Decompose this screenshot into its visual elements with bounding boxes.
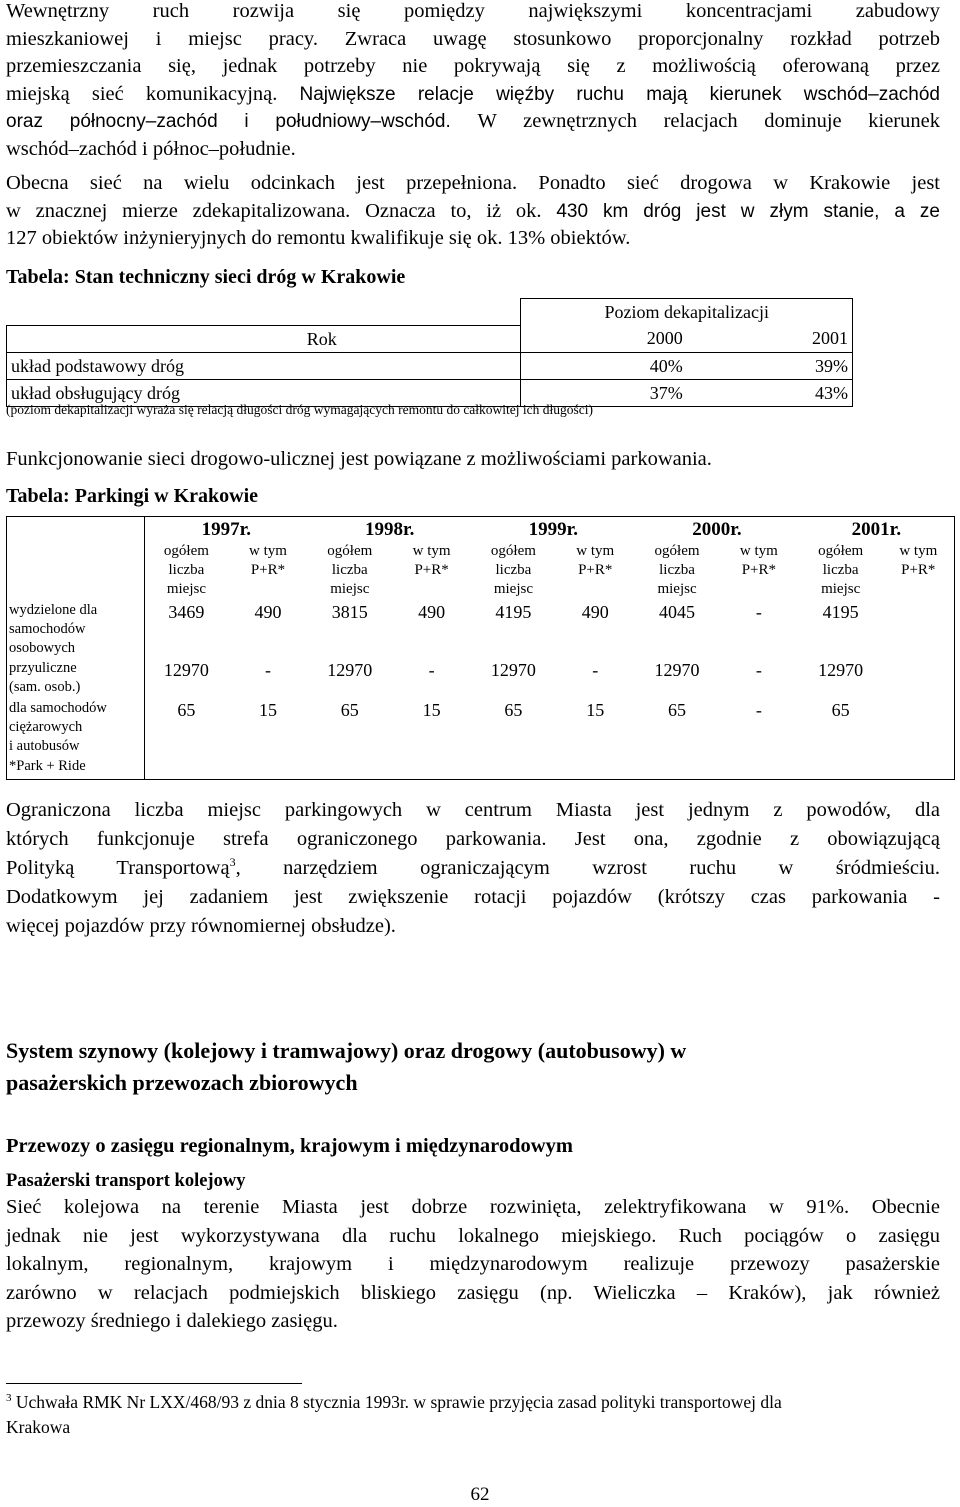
parking-intro: Funkcjonowanie sieci drogowo-ulicznej jest powiązane z możliwościami parkowania.: [6, 448, 712, 470]
subheader-row: ogółem liczba miejsc w tym P+R* ogółem liczba miejsc w tym P+R* ogółem liczba miejsc w tym P+R* ogółem liczba miejsc w tym P+R* ogółem liczba miejsc w tym P+R*: [163, 542, 938, 597]
table-row: dla samochodów ciężarowych i autobusów 65 15 65 15 65 15 65 - 65: [7, 699, 955, 757]
text-line: Ograniczona liczba miejsc parkingowych w centrum Miasta jest jednym z powodów, dla: [6, 799, 940, 821]
text-line: więcej pojazdów przy równomiernej obsłudze).: [6, 915, 396, 937]
year-header: 2000r.: [692, 519, 742, 540]
row-label: przyuliczne (sam. osob.): [7, 659, 145, 699]
network-paragraph: [6, 170, 940, 253]
text-line: Dodatkowym jej zadaniem jest zwiększenie rotacji pojazdów (krótszy czas parkowania -: [6, 886, 940, 908]
table-row: układ podstawowy dróg 40% 39%: [7, 352, 853, 379]
table2-caption: Tabela: Parkingi w Krakowie: [6, 485, 259, 507]
text-line: których funkcjonuje strefa ograniczonego parkowania. Jest ona, zgodnie z obowiązującą: [6, 828, 940, 850]
rail-heading: Pasażerski transport kolejowy: [6, 1171, 246, 1191]
text-line: Obecna sieć na wielu odcinkach jest przepełniona. Ponadto sieć drogowa w Krakowie jest: [6, 172, 940, 194]
intro-paragraph: [6, 0, 940, 163]
year-header: 1999r.: [528, 519, 579, 540]
table1-year-2001: 2001: [687, 325, 853, 352]
table1-group-header: Poziom dekapitalizacji: [521, 299, 853, 326]
text-line: Polityką Transportową$^3$, narzędziem ograniczającym wzrost ruchu w śródmieściu.: [6, 855, 940, 879]
subsection-heading: Przewozy o zasięgu regionalnym, krajowym i międzynarodowym: [6, 1135, 573, 1157]
park-ride-footnote: *Park + Ride: [7, 757, 145, 780]
year-header: 2001r.: [851, 519, 902, 540]
text-line: mieszkaniowej i miejsc pracy. Zwraca uwagę stosunkowo proporcjonalny rozkład potrzeb: [6, 27, 940, 50]
year-header: 1997r.: [201, 519, 252, 540]
parking-table: [6, 516, 955, 780]
text-line: w znacznej mierze zdekapitalizowana. Oznacza to, iż ok. 430 km dróg jest w złym stanie, a ze: [6, 199, 940, 222]
text-line: wschód–zachód i północ–południe.: [6, 137, 296, 160]
page-number: 62: [470, 1484, 490, 1505]
table1-year-label: Rok: [7, 325, 521, 352]
road-condition-table: [6, 298, 853, 407]
text-line: oraz północny–zachód i południowy–wschód. W zewnętrznych relacjach dominuje kierunek: [6, 110, 940, 132]
text-line: przewozy średniego i dalekiego zasięgu.: [6, 1310, 338, 1332]
text-line: lokalnym, regionalnym, krajowym i międzynarodowym realizuje przewozy pasażerskie: [6, 1253, 940, 1275]
text-line: przemieszczania się, jednak potrzeby nie pokrywają się z możliwością oferowaną przez: [6, 55, 940, 77]
text-line: zarówno w relacjach podmiejskich bliskiego zasięgu (np. Wieliczka – Kraków), jak również: [6, 1281, 940, 1304]
year-header: 1998r.: [364, 519, 415, 540]
table-row: wydzielone dla samochodów osobowych 3469 490 3815 490 4195 490 4045 - 4195: [7, 601, 955, 659]
section-heading: System szynowy (kolejowy i tramwajowy) oraz drogowy (autobusowy) w pasażerskich przewozach zbiorowych: [6, 1038, 687, 1095]
table-row: układ obsługujący dróg 37% 43%: [7, 379, 853, 406]
text-line: jednak nie jest wykorzystywana dla ruchu lokalnego miejskiego. Ruch pociągów o zasięgu: [6, 1224, 940, 1247]
row-label: dla samochodów ciężarowych i autobusów: [7, 699, 145, 757]
limited-parking-paragraph: [6, 796, 940, 941]
rail-paragraph: [6, 1193, 940, 1336]
text-line: miejską sieć komunikacyjną. Największe relacje więźby ruchu mają kierunek wschód–zachód: [6, 82, 940, 105]
table1-caption: Tabela: Stan techniczny sieci dróg w Krakowie: [6, 266, 406, 288]
table1-year-2000: 2000: [521, 325, 687, 352]
footnote: $^3$ Uchwała RMK Nr LXX/468/93 z dnia 8 stycznia 1993r. w sprawie przyjęcia zasad polityki transportowej dla Krakowa: [6, 1392, 782, 1437]
footnote-separator: [6, 1383, 302, 1384]
table1-note: (poziom dekapitalizacji wyraża się relacją długości dróg wymagających remontu do całkowitej ich długości): [6, 402, 594, 417]
text-line: Sieć kolejowa na terenie Miasta jest dobrze rozwinięta, zelektryfikowana w 91%. Obecnie: [6, 1196, 940, 1218]
table-row: przyuliczne (sam. osob.) 12970 - 12970 - 12970 - 12970 - 12970: [7, 659, 955, 699]
text-line: 127 obiektów inżynieryjnych do remontu kwalifikuje się ok. 13% obiektów.: [6, 227, 631, 249]
row-label: wydzielone dla samochodów osobowych: [7, 601, 145, 659]
text-line: Wewnętrzny ruch rozwija się pomiędzy największymi koncentracjami zabudowy: [6, 0, 940, 22]
